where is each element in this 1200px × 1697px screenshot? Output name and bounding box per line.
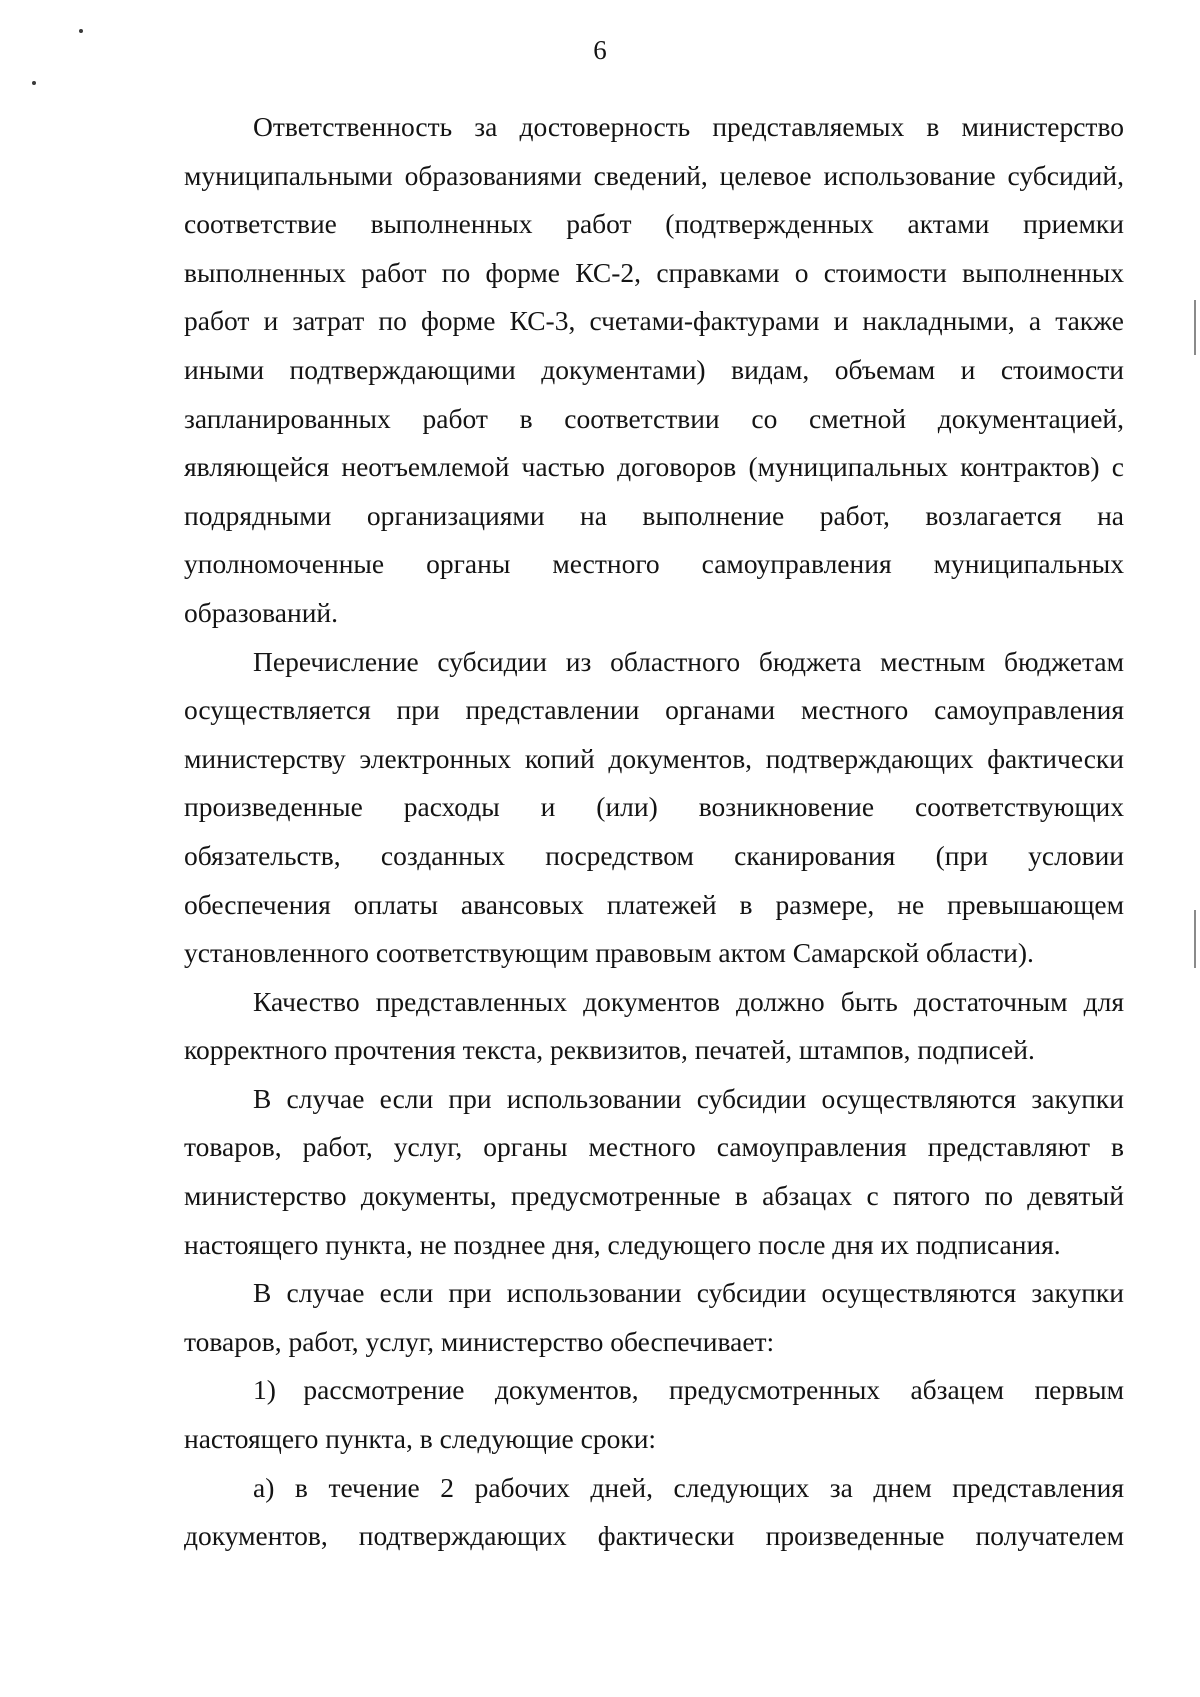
text-line: являющейся неотъемлемой частью договоров (муниципальных контрактов) с xyxy=(184,451,1124,483)
text-line: установленного соответствующим правовым актом Самарской области). xyxy=(184,937,1034,969)
text-line: а) в течение 2 рабочих дней, следующих за днем представления xyxy=(253,1471,1124,1503)
text-line: запланированных работ в соответствии со сметной документацией, xyxy=(184,402,1124,434)
paragraph-ministry-provides xyxy=(184,1269,1124,1366)
text-line: товаров, работ, услуг, органы местного самоуправления представляют в xyxy=(184,1131,1124,1163)
paragraph-procurement-submission xyxy=(184,1075,1124,1269)
text-line: произведенные расходы и (или) возникновение соответствующих xyxy=(184,791,1124,823)
paragraph-quality xyxy=(184,978,1124,1075)
text-line: иными подтверждающими документами) видам, объемам и стоимости xyxy=(184,353,1124,385)
text-line: корректного прочтения текста, реквизитов, печатей, штампов, подписей. xyxy=(184,1034,1035,1066)
document-body xyxy=(184,103,1124,1561)
scan-speck xyxy=(79,29,83,33)
paragraph-transfer xyxy=(184,638,1124,978)
text-line: министерство документы, предусмотренные в абзацах с пятого по девятый xyxy=(184,1180,1124,1212)
text-line: Перечисление субсидии из областного бюджета местным бюджетам xyxy=(253,645,1124,677)
text-line: образований. xyxy=(184,596,339,628)
text-line: В случае если при использовании субсидии осуществляются закупки xyxy=(253,1082,1124,1114)
list-item-1 xyxy=(184,1366,1124,1463)
text-line: подрядными организациями на выполнение работ, возлагается на xyxy=(184,499,1124,531)
text-line: Ответственность за достоверность представляемых в министерство xyxy=(253,111,1124,142)
text-line: 1) рассмотрение документов, предусмотренных абзацем первым xyxy=(253,1374,1124,1406)
text-line: товаров, работ, услуг, министерство обеспечивает: xyxy=(184,1325,775,1357)
text-line: обеспечения оплаты авансовых платежей в размере, не превышающем xyxy=(184,888,1124,920)
page-number: 6 xyxy=(593,35,607,65)
text-line: обязательств, созданных посредством сканирования (при условии xyxy=(184,839,1124,871)
list-subitem-a xyxy=(184,1464,1124,1561)
text-line: настоящего пункта, в следующие сроки: xyxy=(184,1423,657,1455)
scan-speck xyxy=(32,81,36,85)
text-line: выполненных работ по форме КС-2, справками о стоимости выполненных xyxy=(184,256,1124,288)
text-line: В случае если при использовании субсидии осуществляются закупки xyxy=(253,1277,1124,1309)
text-line: документов, подтверждающих фактически произведенные получателем xyxy=(184,1520,1124,1552)
text-line: работ и затрат по форме КС-3, счетами-фактурами и накладными, а также xyxy=(184,305,1124,337)
text-line: муниципальными образованиями сведений, целевое использование субсидий, xyxy=(184,159,1124,191)
scan-edge-mark xyxy=(1194,910,1196,968)
text-line: Качество представленных документов должно быть достаточным для xyxy=(253,985,1124,1017)
paragraph-responsibility xyxy=(184,103,1124,638)
text-line: соответствие выполненных работ (подтвержденных актами приемки xyxy=(184,208,1124,240)
text-line: осуществляется при представлении органами местного самоуправления xyxy=(184,694,1124,726)
text-line: министерству электронных копий документов, подтверждающих фактически xyxy=(184,742,1124,774)
text-line: уполномоченные органы местного самоуправления муниципальных xyxy=(184,548,1124,580)
text-line: настоящего пункта, не позднее дня, следующего после дня их подписания. xyxy=(184,1228,1061,1260)
scan-edge-mark xyxy=(1194,300,1196,355)
